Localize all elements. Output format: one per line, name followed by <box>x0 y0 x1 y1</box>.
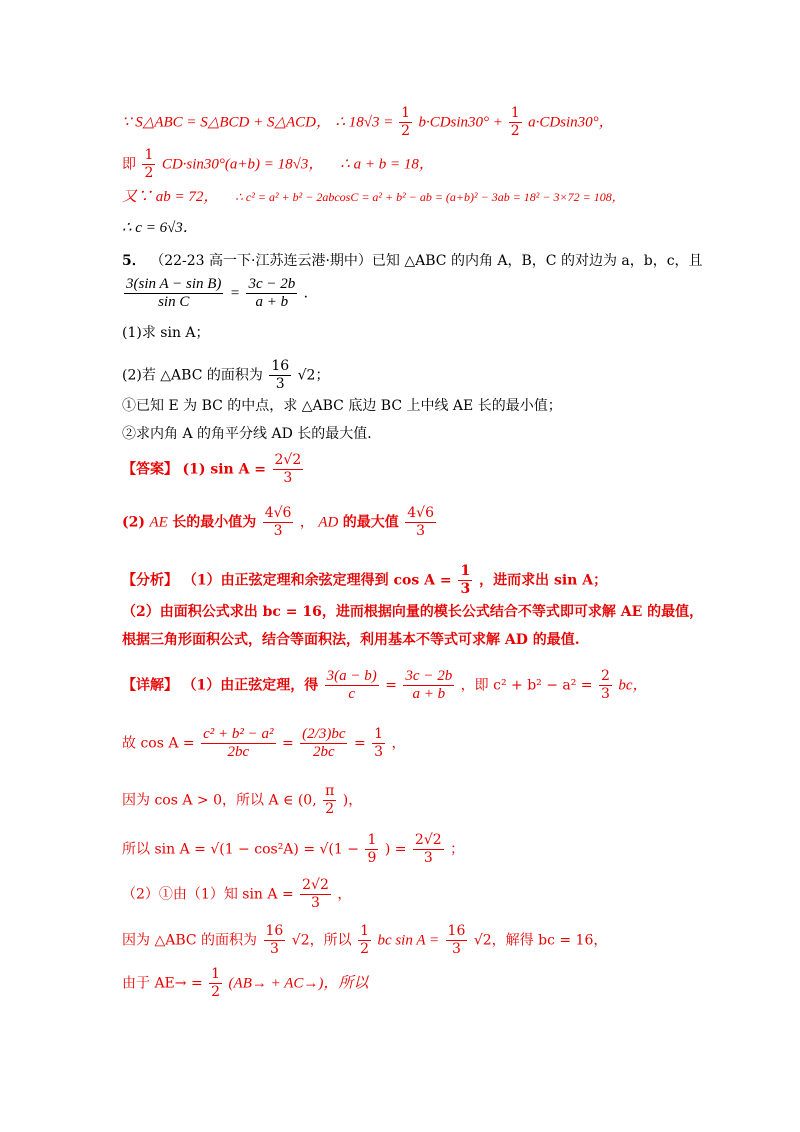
fraction-lhs: $\frac{\text{3(sin A − sin B)}}{\text{sin C}}$ <box>126 276 222 310</box>
fraction-16-3: $\frac{16}{3}$ <box>271 358 290 392</box>
fraction-half: $\frac{1}{2}$ <box>144 147 154 181</box>
fraction-rhs: $\frac{3c - 2b}{a + b}$ <box>248 276 296 310</box>
detail-4: 所以 sin A = √(1 − cos²A) = √(1 − $\frac{1}{9}$ ) = $\frac{2√2}{3}$ ； <box>122 832 465 866</box>
analysis-2: （2）由面积公式求出 bc = 16，进而根据向量的模长公式结合不等式即可求解 AE 的最值， <box>122 604 704 620</box>
detail-1: 【详解】 （1）由正弦定理，得 $\frac{3(a - b)}{c}$ = $\frac{3c - 2b}{a + b}$ ，即 c² + b² − a² = $\frac{2}{3}$ bc， <box>122 668 648 702</box>
analysis-tag: 【分析】 <box>122 572 178 589</box>
detail-5: （2）①由（1）知 sin A = $\frac{2√2}{3}$ ， <box>122 877 352 911</box>
area-eq-lead: ∴ 18√3 = <box>335 114 398 131</box>
detail-3: 因为 cos A > 0，所以 A ∈ (0, $\frac{\pi}{2}$ )， <box>122 783 363 817</box>
fraction-1-3: $\frac{1}{3}$ <box>460 563 471 597</box>
fraction-ad-max: $\frac{4√6}{3}$ <box>407 505 434 539</box>
question-5-formula: $\frac{\text{3(sin A − sin B)}}{\text{sin C}}$ = $\frac{3c - 2b}{a + b}$ ． <box>126 276 318 310</box>
area-sum-text: ∵ S△ABC = S△BCD + S△ACD， <box>122 114 331 131</box>
part-2: (2)若 △ABC 的面积为 $\frac{16}{3}$ √2； <box>122 358 330 392</box>
fraction-ae-min: $\frac{4√6}{3}$ <box>264 505 292 539</box>
line-simplify: 即 $\frac{1}{2}$ CD·sin30°(a+b) = 18√3， ∴ a + b = 18， <box>122 147 434 181</box>
analysis-1: 【分析】 （1）由正弦定理和余弦定理得到 cos A = $\frac{1}{3}$ ，进而求出 sin A； <box>122 563 608 597</box>
part-2-1: ①已知 E 为 BC 的中点，求 △ABC 底边 BC 上中线 AE 长的最小值； <box>122 398 562 414</box>
question-number: 5． <box>122 253 146 269</box>
analysis-3: 根据三角形面积公式，结合等面积法，利用基本不等式可求解 AD 的最值. <box>122 632 580 648</box>
detail-6: 因为 △ABC 的面积为 $\frac{16}{3}$ √2，所以 $\frac{1}{2}$ bc sin A = $\frac{16}{3}$ √2，解得 bc = 16， <box>122 923 608 957</box>
line-law-of-cosines: 又∵ ab = 72， ∴ c² = a² + b² − 2abcosC = a² + b² − ab = (a+b)² − 3ab = 18² − 3×72 = 108， <box>122 189 624 205</box>
detail-2: 故 cos A = $\frac{\text{c² + b² − a²}}{2bc}$ = $\frac{(2/3)bc}{2bc}$ = $\frac{1}{3}$ ， <box>122 726 406 760</box>
answer-tag: 【答案】 <box>122 461 178 478</box>
answer-2: (2) AE 长的最小值为 $\frac{4√6}{3}$ ， AD 的最大值 $\frac{4√6}{3}$ <box>122 505 434 539</box>
part-2-2: ②求内角 A 的角平分线 AD 长的最大值． <box>122 426 382 442</box>
fraction-answer-sin: $\frac{2√2}{3}$ <box>274 452 302 486</box>
detail-7: 由于 AE→ = $\frac{1}{2}$ (AB→ + AC→)，所以 <box>122 966 369 1000</box>
question-5-stem: 5． （22-23 高一下·江苏连云港·期中）已知 △ABC 的内角 A，B，C 的对边为 a，b，c，且 <box>122 253 703 269</box>
answer-1: 【答案】 (1) sin A = $\frac{2√2}{3}$ <box>122 452 302 486</box>
line-area-sum: ∵ S△ABC = S△BCD + S△ACD， ∴ 18√3 = $\frac{1}{2}$ b·CDsin30° + $\frac{1}{2}$ a·CDsin30°， <box>122 105 614 139</box>
line-result-c: ∴ c = 6√3． <box>122 220 198 236</box>
fraction-half: $\frac{1}{2}$ <box>510 105 520 139</box>
detail-tag: 【详解】 <box>122 677 178 694</box>
part-1: (1)求 sin A； <box>122 325 210 341</box>
fraction-half: $\frac{1}{2}$ <box>401 105 411 139</box>
